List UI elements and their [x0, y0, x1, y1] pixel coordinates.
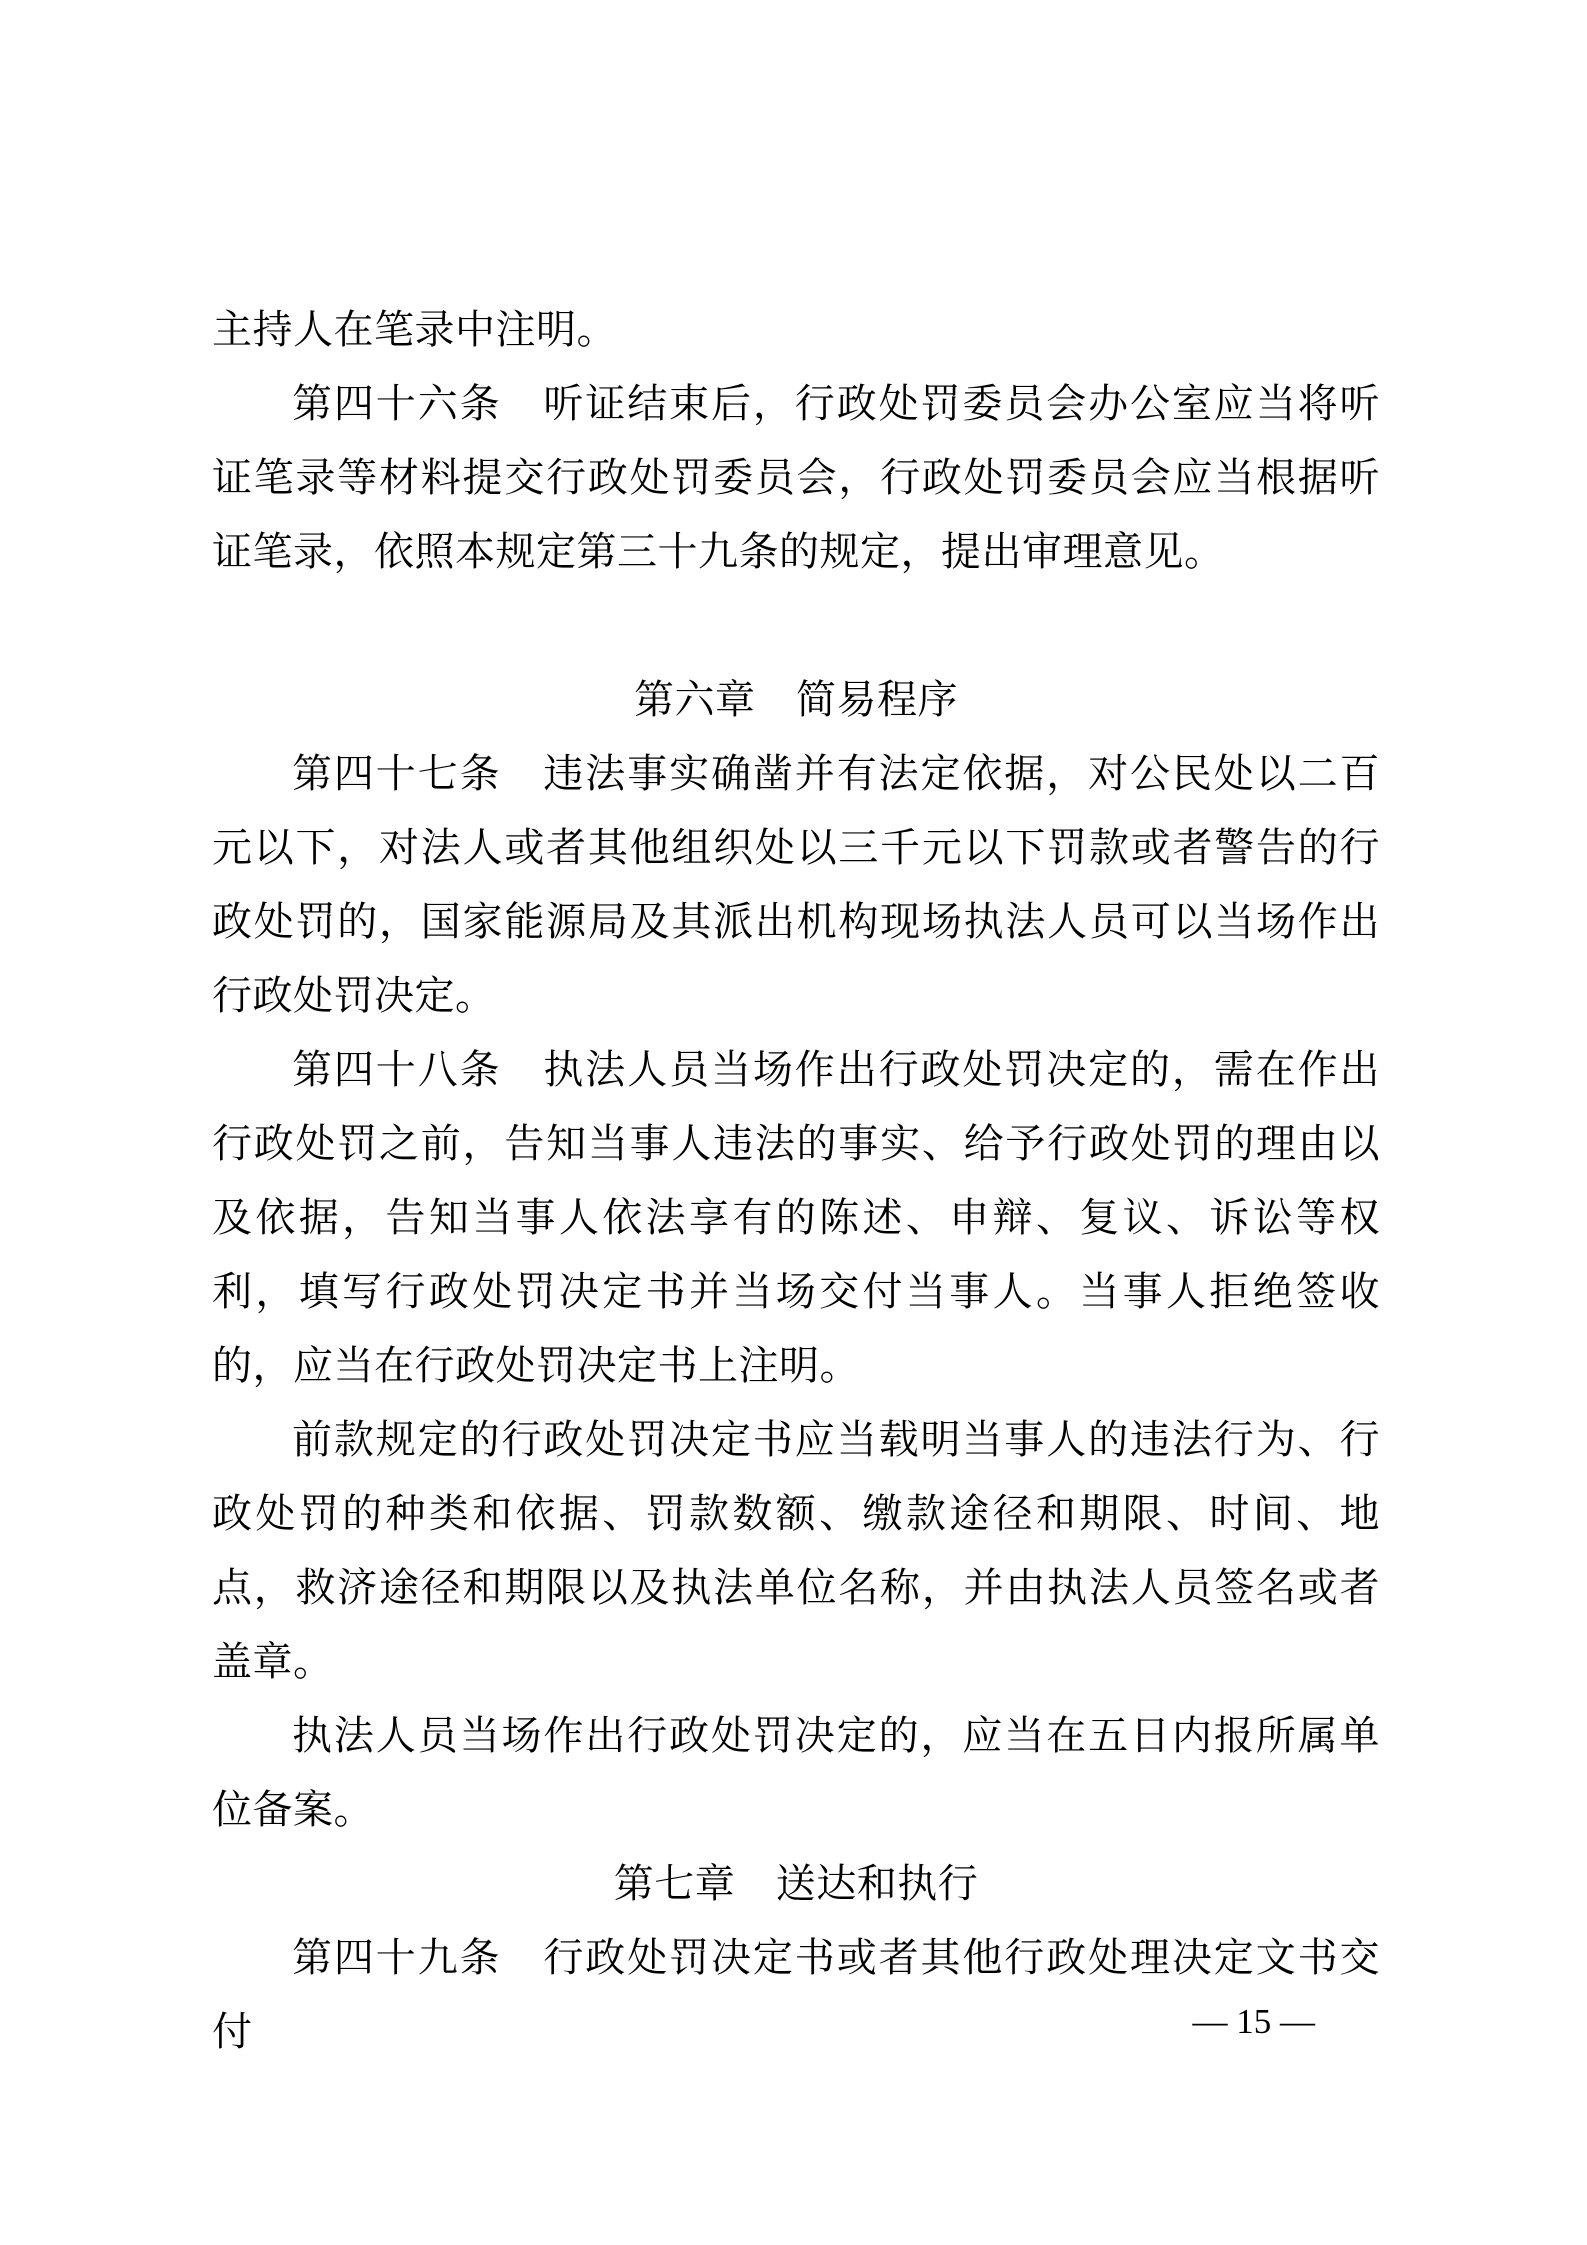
page-number: — 15 —	[1192, 2002, 1315, 2041]
paragraph: 前款规定的行政处罚决定书应当载明当事人的违法行为、行政处罚的种类和依据、罚款数额、缴款途径和期限、时间、地点，救济途径和期限以及执法单位名称，并由执法人员签名或者盖章。	[212, 1418, 1380, 1684]
paragraph: 主持人在笔录中注明。	[212, 308, 617, 352]
paragraph: 第四十九条 行政处罚决定书或者其他行政处理决定文书交付	[212, 1936, 1380, 2054]
chapter-heading: 第六章 简易程序	[634, 678, 958, 722]
paragraph: 第四十八条 执法人员当场作出行政处罚决定的，需在作出行政处罚之前，告知当事人违法的事实、给予行政处罚的理由以及依据，告知当事人依法享有的陈述、申辩、复议、诉讼等权利，填写行政处罚决定书并当场交付当事人。当事人拒绝签收的，应当在行政处罚决定书上注明。	[212, 1048, 1380, 1388]
document-content	[212, 293, 1380, 2069]
paragraph: 执法人员当场作出行政处罚决定的，应当在五日内报所属单位备案。	[212, 1714, 1380, 1832]
chapter-heading: 第七章 送达和执行	[613, 1862, 979, 1906]
paragraph: 第四十六条 听证结束后，行政处罚委员会办公室应当将听证笔录等材料提交行政处罚委员会，行政处罚委员会应当根据听证笔录，依照本规定第三十九条的规定，提出审理意见。	[212, 382, 1380, 574]
paragraph: 第四十七条 违法事实确凿并有法定依据，对公民处以二百元以下，对法人或者其他组织处以三千元以下罚款或者警告的行政处罚的，国家能源局及其派出机构现场执法人员可以当场作出行政处罚决定。	[212, 752, 1380, 1018]
